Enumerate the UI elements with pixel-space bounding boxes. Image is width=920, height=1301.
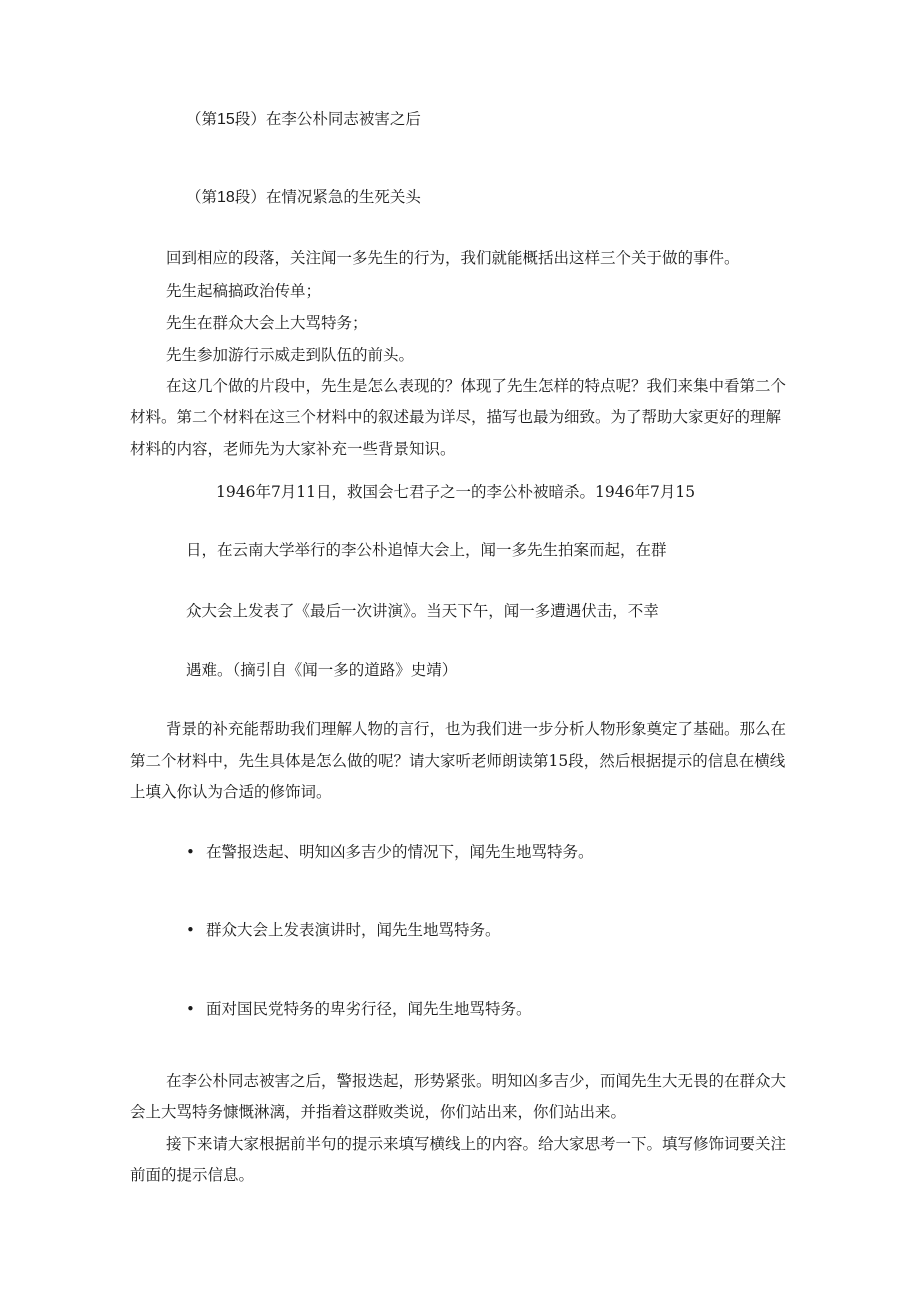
segment-text: 段）在情况紧急的生死关头	[234, 188, 421, 206]
segment-number: 15	[217, 111, 235, 128]
para-question-line: 在这几个做的片段中，先生是怎么表现的？体现了先生怎样的特点呢？我们来集中看第二个	[166, 377, 787, 395]
background-line: 遇难。（摘引自《闻一多的道路》史靖）	[186, 661, 458, 679]
event-line: 先生在群众大会上大骂特务；	[166, 314, 368, 332]
segment-text: 段）在李公朴同志被害之后	[234, 110, 421, 128]
bullet-marker: •	[186, 921, 195, 939]
background-line: 1946年7月11日，救国会七君子之一的李公朴被暗杀。1946年7月15	[216, 483, 696, 501]
segment-heading-15	[186, 109, 421, 130]
para-explain-line: 会上大骂特务慷慨淋漓，并指着这群败类说，你们站出来，你们站出来。	[130, 1103, 627, 1121]
bullet-marker: •	[186, 1000, 195, 1018]
para-explain-line: 在李公朴同志被害之后，警报迭起，形势紧张。明知凶多吉少，而闻先生大无畏的在群众大	[166, 1072, 787, 1090]
para-help-line: 背景的补充能帮助我们理解人物的言行，也为我们进一步分析人物形象奠定了基础。那么在	[166, 720, 787, 738]
bullet-item: 在警报迭起、明知凶多吉少的情况下，闻先生地骂特务。	[206, 843, 594, 861]
para-intro: 回到相应的段落，关注闻一多先生的行为，我们就能概括出这样三个关于做的事件。	[166, 249, 740, 267]
para-question-line: 材料。第二个材料在这三个材料中的叙述最为详尽，描写也最为细致。为了帮助大家更好的理解	[130, 408, 782, 426]
para-help-line: 上填入你认为合适的修饰词。	[130, 783, 332, 801]
segment-number: 18	[217, 189, 235, 206]
background-line: 日，在云南大学举行的李公朴追悼大会上，闻一多先生拍案而起，在群	[186, 541, 667, 559]
para-task-line: 接下来请大家根据前半句的提示来填写横线上的内容。给大家思考一下。填写修饰词要关注	[166, 1135, 787, 1153]
bullet-item: 面对国民党特务的卑劣行径，闻先生地骂特务。	[206, 1000, 532, 1018]
para-question-line: 材料的内容，老师先为大家补充一些背景知识。	[130, 440, 456, 458]
event-line: 先生参加游行示威走到队伍的前头。	[166, 346, 415, 364]
bullet-item: 群众大会上发表演讲时，闻先生地骂特务。	[206, 921, 501, 939]
background-line: 众大会上发表了《最后一次讲演》。当天下午，闻一多遭遇伏击，不幸	[186, 602, 659, 620]
bullet-marker: •	[186, 843, 195, 861]
event-line: 先生起稿搞政治传单；	[166, 282, 322, 300]
para-help-line: 第二个材料中，先生具体是怎么做的呢？请大家听老师朗读第15段，然后根据提示的信息在横线	[130, 752, 786, 770]
segment-heading-18	[186, 187, 421, 208]
para-task-line: 前面的提示信息。	[130, 1166, 255, 1184]
segment-open: （第	[186, 188, 218, 206]
segment-open: （第	[186, 110, 218, 128]
